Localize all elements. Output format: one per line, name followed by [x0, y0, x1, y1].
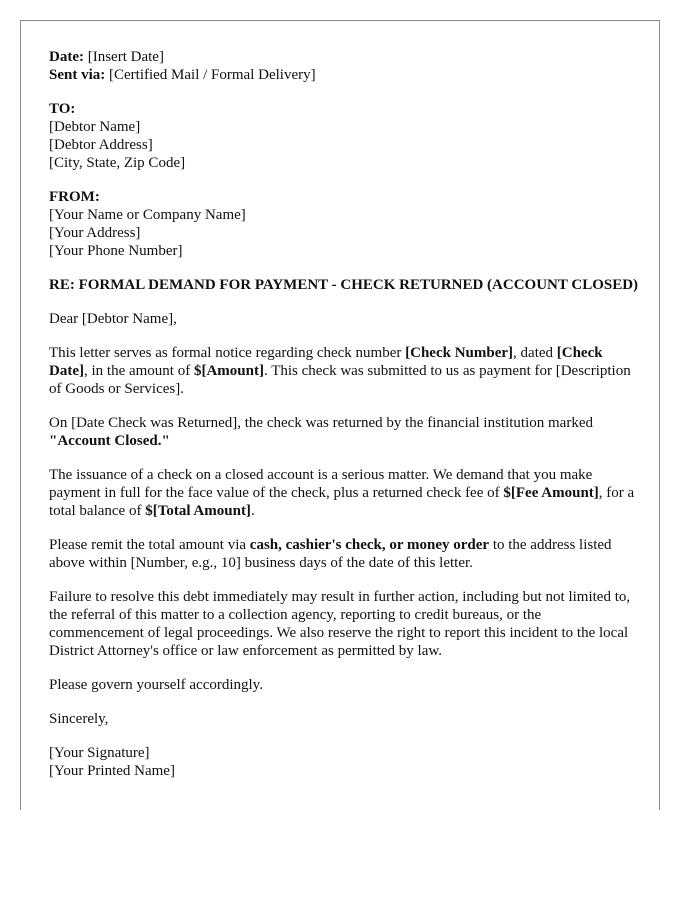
paragraph-remit: [49, 536, 639, 572]
header-block: [49, 48, 639, 84]
text-run: , in the amount of: [83, 363, 194, 379]
signature-line: [Your Signature]: [49, 745, 150, 761]
text-run: The issuance of a check on a closed account is a serious matter. We demand that you make payment in full for the face value of the check, plus a returned check fee of: [49, 467, 593, 501]
printed-name-line: [Your Printed Name]: [49, 763, 175, 779]
to-line: [City, State, Zip Code]: [49, 155, 186, 171]
from-block: [49, 188, 639, 260]
fee-amount: $[Fee Amount]: [503, 485, 599, 501]
sent-via-value: [Certified Mail / Formal Delivery]: [109, 67, 316, 83]
text-run: to the address listed above within [Number, e.g., 10] business days of the date of this letter.: [49, 537, 612, 571]
text-run: This letter serves as formal notice regarding check number: [49, 345, 406, 361]
letter-body: [49, 48, 639, 780]
text-run: , dated: [513, 345, 557, 361]
payment-methods: cash, cashier's check, or money order: [249, 537, 490, 553]
to-block: [49, 100, 639, 172]
paragraph-notice: [49, 344, 639, 398]
date-label: Date:: [49, 49, 84, 65]
account-closed-mark: "Account Closed.": [49, 433, 170, 449]
sent-via-label: Sent via:: [49, 67, 106, 83]
text-run: , for a total balance of: [49, 485, 635, 519]
check-number: [Check Number]: [405, 345, 514, 361]
paragraph-govern: Please govern yourself accordingly.: [49, 677, 263, 693]
text-run: . This check was submitted to us as payment for [Description of Goods or Services].: [49, 363, 631, 397]
letter-page: [20, 20, 660, 810]
from-line: [Your Address]: [49, 225, 141, 241]
total-amount: $[Total Amount]: [145, 503, 251, 519]
from-heading: FROM:: [49, 189, 100, 205]
from-line: [Your Phone Number]: [49, 243, 183, 259]
date-line: [49, 48, 639, 66]
text-run: .: [250, 503, 255, 519]
from-line: [Your Name or Company Name]: [49, 207, 246, 223]
text-run: On [Date Check was Returned], the check was returned by the financial institution marked: [49, 415, 593, 431]
paragraph-demand: [49, 466, 639, 520]
signature-block: [49, 744, 639, 780]
salutation: Dear [Debtor Name],: [49, 311, 177, 327]
paragraph-returned: [49, 414, 639, 450]
to-line: [Debtor Name]: [49, 119, 141, 135]
to-heading: TO:: [49, 101, 76, 117]
subject-line: RE: FORMAL DEMAND FOR PAYMENT - CHECK RETURNED (ACCOUNT CLOSED): [49, 277, 639, 293]
check-amount: $[Amount]: [193, 363, 264, 379]
check-date: [Check Date]: [49, 345, 603, 379]
closing: Sincerely,: [49, 711, 109, 727]
paragraph-consequences: Failure to resolve this debt immediately may result in further action, including but not limited to, the referral of this matter to a collection agency, reporting to credit bureaus, or the commencement of legal proceedings. We also reserve the right to report this incident to the local District Attorney's office or law enforcement as permitted by law.: [49, 589, 631, 659]
date-value: [Insert Date]: [87, 49, 164, 65]
sent-via-line: [49, 66, 639, 84]
to-line: [Debtor Address]: [49, 137, 153, 153]
text-run: Please remit the total amount via: [49, 537, 250, 553]
